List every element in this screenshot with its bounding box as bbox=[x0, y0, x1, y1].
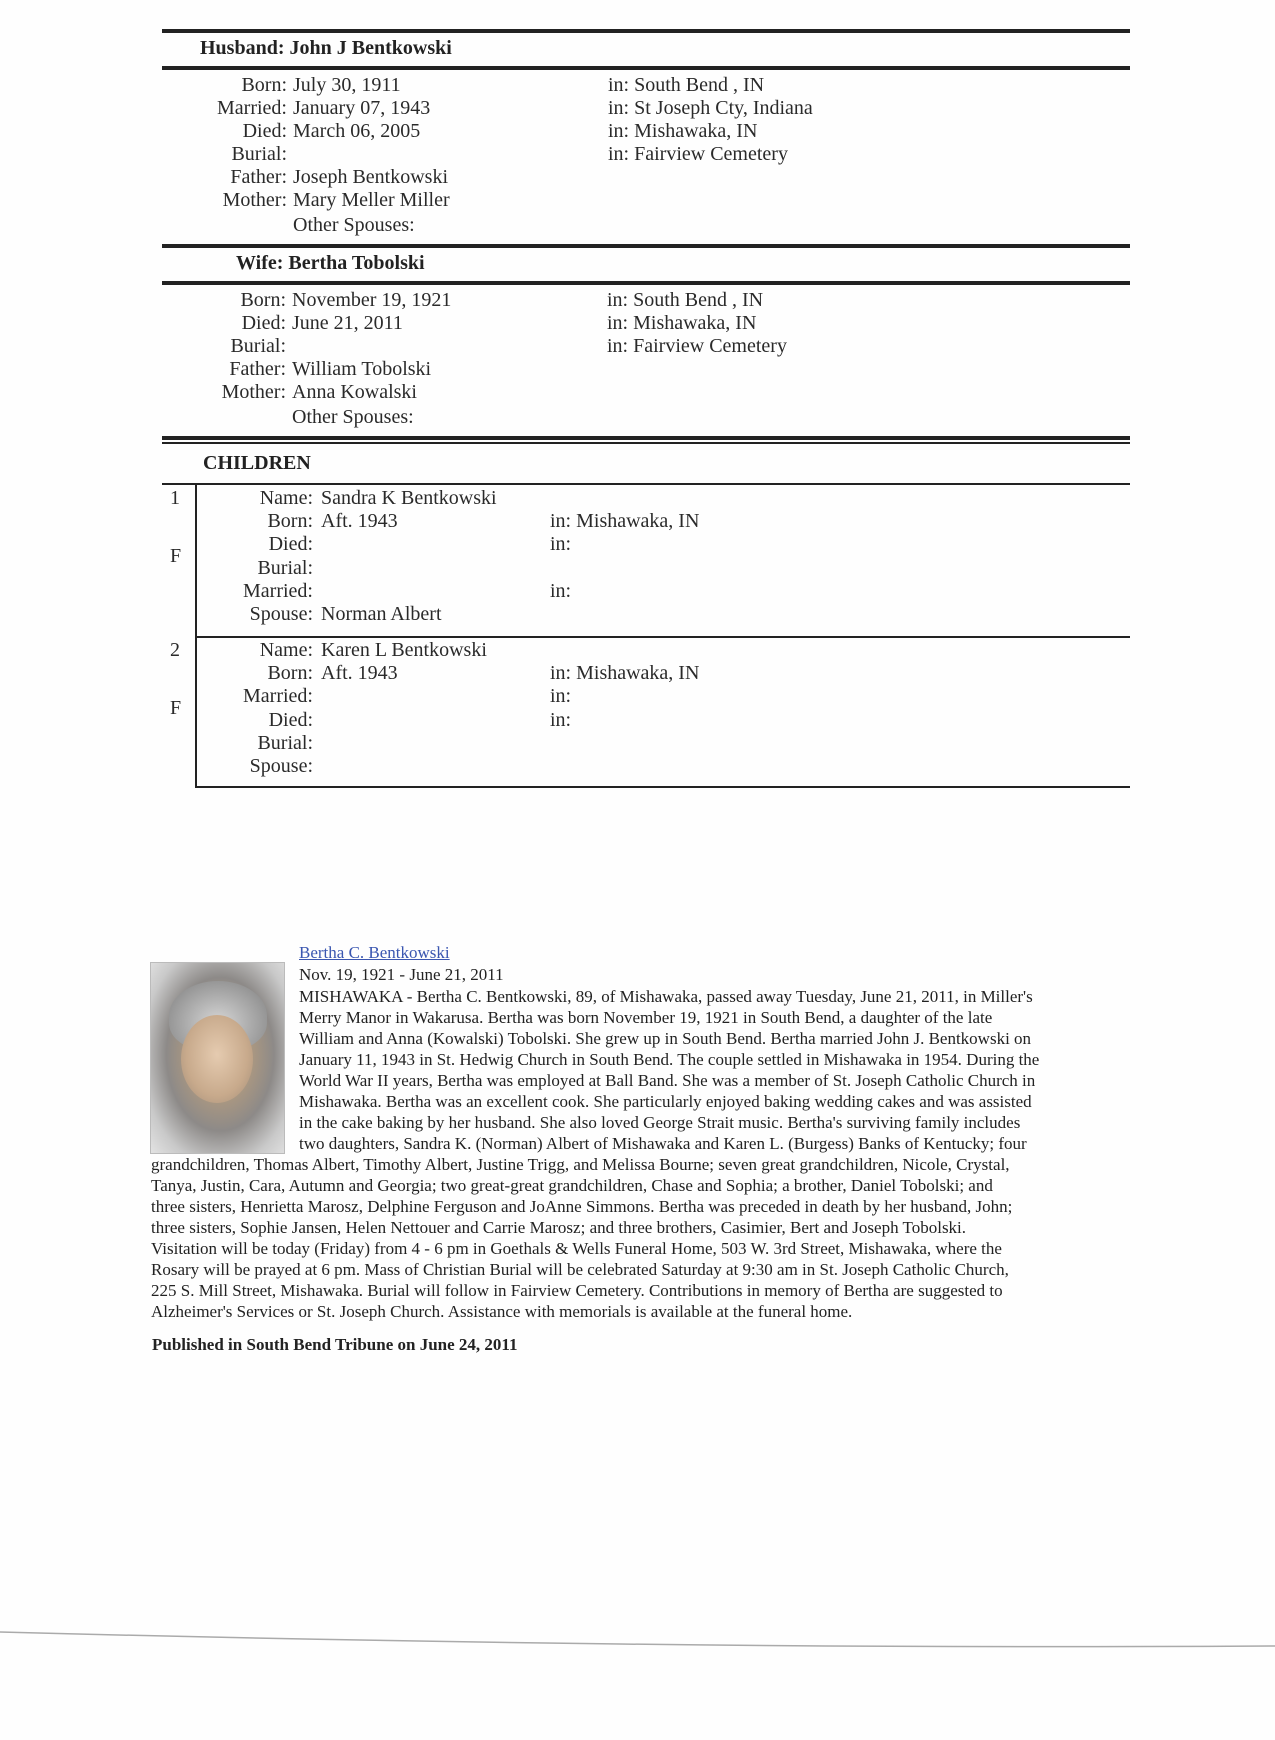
field-label: Name: bbox=[259, 487, 313, 509]
obituary-line: Alzheimer's Services or St. Joseph Church. Assistance with memorials is available at the funeral home. bbox=[151, 1302, 853, 1321]
obituary-line: two daughters, Sandra K. (Norman) Albert of Mishawaka and Karen L. (Burgess) Banks of Kentucky; four bbox=[299, 1134, 1027, 1153]
field-label: Born: bbox=[267, 510, 313, 533]
scan-edge-line bbox=[0, 1620, 1275, 1660]
obituary-line: three sisters, Henrietta Marosz, Delphine Ferguson and JoAnne Simmons. Bertha was preceded in death by her husband, John; bbox=[151, 1197, 1013, 1216]
field-value: January 07, 1943 bbox=[293, 97, 431, 119]
obituary-line: Tanya, Justin, Cara, Autumn and Georgia; two great-great grandchildren, Chase and Sophia; a brother, Daniel Tobolski; and bbox=[151, 1176, 993, 1195]
field-label: Burial: bbox=[230, 335, 286, 357]
children-rule bbox=[162, 483, 1130, 485]
field-label: Burial: bbox=[231, 143, 287, 165]
obituary-line: World War II years, Bertha was employed at Ball Band. She was a member of St. Joseph Catholic Church in bbox=[299, 1071, 1036, 1090]
field-label: Burial: bbox=[257, 731, 313, 754]
wife-rule bbox=[162, 281, 1130, 285]
obituary-name[interactable]: Bertha C. Bentkowski bbox=[299, 943, 450, 962]
field-value: Aft. 1943 bbox=[321, 662, 398, 685]
wife-header-label: Wife: bbox=[236, 252, 284, 274]
child-sex: F bbox=[170, 545, 182, 567]
husband-header bbox=[200, 37, 452, 60]
field-value: July 30, 1911 bbox=[293, 74, 401, 96]
field-value: June 21, 2011 bbox=[292, 312, 403, 334]
children-top-rule bbox=[162, 436, 1130, 440]
wife-other-spouses: Other Spouses: bbox=[292, 406, 414, 428]
obituary-line: Rosary will be prayed at 6 pm. Mass of Christian Burial will be celebrated Saturday at 9:30 am in St. Joseph Catholic Church, bbox=[151, 1260, 1009, 1279]
children-bottom-rule bbox=[195, 786, 1130, 788]
field-value: March 06, 2005 bbox=[293, 120, 421, 142]
obituary-name-link[interactable] bbox=[299, 942, 450, 963]
husband-header-label: Husband: bbox=[200, 37, 285, 59]
photo-face bbox=[181, 1015, 253, 1103]
obituary-line: 225 S. Mill Street, Mishawaka. Burial will follow in Fairview Cemetery. Contributions in memory of Bertha are suggested to bbox=[151, 1281, 1003, 1300]
field-place: in: St Joseph Cty, Indiana bbox=[608, 97, 813, 119]
wife-name: Bertha Tobolski bbox=[288, 252, 425, 274]
obituary-line: Merry Manor in Wakarusa. Bertha was born November 19, 1921 in South Bend, a daughter of the late bbox=[299, 1008, 993, 1027]
bleed-through-text bbox=[254, 792, 259, 815]
obituary-line: Visitation will be today (Friday) from 4 - 6 pm in Goethals & Wells Funeral Home, 503 W. 3rd Street, Mishawaka, where the bbox=[151, 1239, 1002, 1258]
field-place: in: bbox=[550, 685, 572, 708]
obituary-line: MISHAWAKA - Bertha C. Bentkowski, 89, of Mishawaka, passed away Tuesday, June 21, 2011, in Miller's bbox=[299, 987, 1033, 1006]
field-place: in: bbox=[550, 533, 572, 556]
field-value: Mary Meller Miller bbox=[293, 189, 450, 211]
children-heading: CHILDREN bbox=[203, 452, 311, 474]
field-label: Spouse: bbox=[249, 755, 313, 777]
field-value: Sandra K Bentkowski bbox=[321, 487, 497, 509]
field-value: Norman Albert bbox=[321, 603, 442, 625]
field-place: in: South Bend , IN bbox=[608, 74, 765, 96]
child-separator bbox=[195, 636, 1130, 638]
field-label: Died: bbox=[242, 120, 287, 142]
wife-top-rule bbox=[162, 244, 1130, 248]
obituary-line: William and Anna (Kowalski) Tobolski. She grew up in South Bend. Bertha married John J. Bentkowski on bbox=[299, 1029, 1032, 1048]
field-value: Aft. 1943 bbox=[321, 510, 398, 533]
field-label: Mother: bbox=[222, 189, 287, 211]
field-place: in: Mishawaka, IN bbox=[608, 120, 758, 142]
field-label: Died: bbox=[268, 708, 313, 731]
obituary-line: January 11, 1943 in St. Hedwig Church in South Bend. The couple settled in Mishawaka in 1954. During the bbox=[299, 1050, 1040, 1069]
field-value: November 19, 1921 bbox=[292, 289, 452, 311]
field-label: Spouse: bbox=[249, 603, 313, 625]
child-sex: F bbox=[170, 697, 182, 719]
field-place: in: South Bend , IN bbox=[607, 289, 764, 311]
field-label: Burial: bbox=[257, 556, 313, 579]
field-label: Married: bbox=[217, 97, 287, 119]
field-value: Joseph Bentkowski bbox=[293, 166, 448, 188]
field-label: Died: bbox=[268, 533, 313, 556]
field-label: Mother: bbox=[221, 381, 286, 403]
field-label: Father: bbox=[229, 358, 286, 380]
obituary-published: Published in South Bend Tribune on June 24, 2011 bbox=[152, 1335, 518, 1354]
field-value: Anna Kowalski bbox=[292, 381, 417, 403]
field-label: Married: bbox=[243, 685, 313, 708]
field-place: in: bbox=[550, 579, 572, 602]
field-place: in: Fairview Cemetery bbox=[608, 143, 788, 165]
child-number: 2 bbox=[170, 639, 180, 661]
obituary-photo bbox=[150, 962, 285, 1154]
husband-name: John J Bentkowski bbox=[289, 37, 452, 59]
field-label: Married: bbox=[243, 579, 313, 602]
field-label: Name: bbox=[259, 639, 313, 661]
child-number: 1 bbox=[170, 487, 180, 509]
field-place: in: Mishawaka, IN bbox=[550, 510, 700, 533]
obituary-line: in the cake baking by her husband. She also loved George Strait music. Bertha's surviving family includes bbox=[299, 1113, 1021, 1132]
scan-edge-path bbox=[0, 1632, 1275, 1647]
husband-rule bbox=[162, 66, 1130, 70]
field-place: in: Fairview Cemetery bbox=[607, 335, 787, 357]
field-place: in: Mishawaka, IN bbox=[607, 312, 757, 334]
field-place: in: bbox=[550, 708, 572, 731]
field-label: Father: bbox=[230, 166, 287, 188]
field-value: Karen L Bentkowski bbox=[321, 639, 487, 661]
obituary-dates: Nov. 19, 1921 - June 21, 2011 bbox=[299, 965, 504, 984]
field-place: in: Mishawaka, IN bbox=[550, 662, 700, 685]
field-label: Born: bbox=[241, 74, 287, 96]
field-label: Died: bbox=[241, 312, 286, 334]
wife-header bbox=[236, 252, 425, 275]
husband-other-spouses: Other Spouses: bbox=[293, 214, 415, 236]
obituary-line: grandchildren, Thomas Albert, Timothy Albert, Justine Trigg, and Melissa Bourne; seven great grandchildren, Nicole, Crystal, bbox=[151, 1155, 1010, 1174]
top-rule bbox=[162, 29, 1130, 33]
obituary-line: Mishawaka. Bertha was an excellent cook. She particularly enjoyed baking wedding cakes and was assisted bbox=[299, 1092, 1032, 1111]
obituary-line: three sisters, Sophie Jansen, Helen Nettouer and Carrie Marosz; and three brothers, Casimier, Bert and Joseph Tobolski. bbox=[151, 1218, 967, 1237]
children-top-rule-2 bbox=[162, 442, 1130, 444]
field-label: Born: bbox=[240, 289, 286, 311]
field-label: Born: bbox=[267, 662, 313, 685]
field-value: William Tobolski bbox=[292, 358, 432, 380]
